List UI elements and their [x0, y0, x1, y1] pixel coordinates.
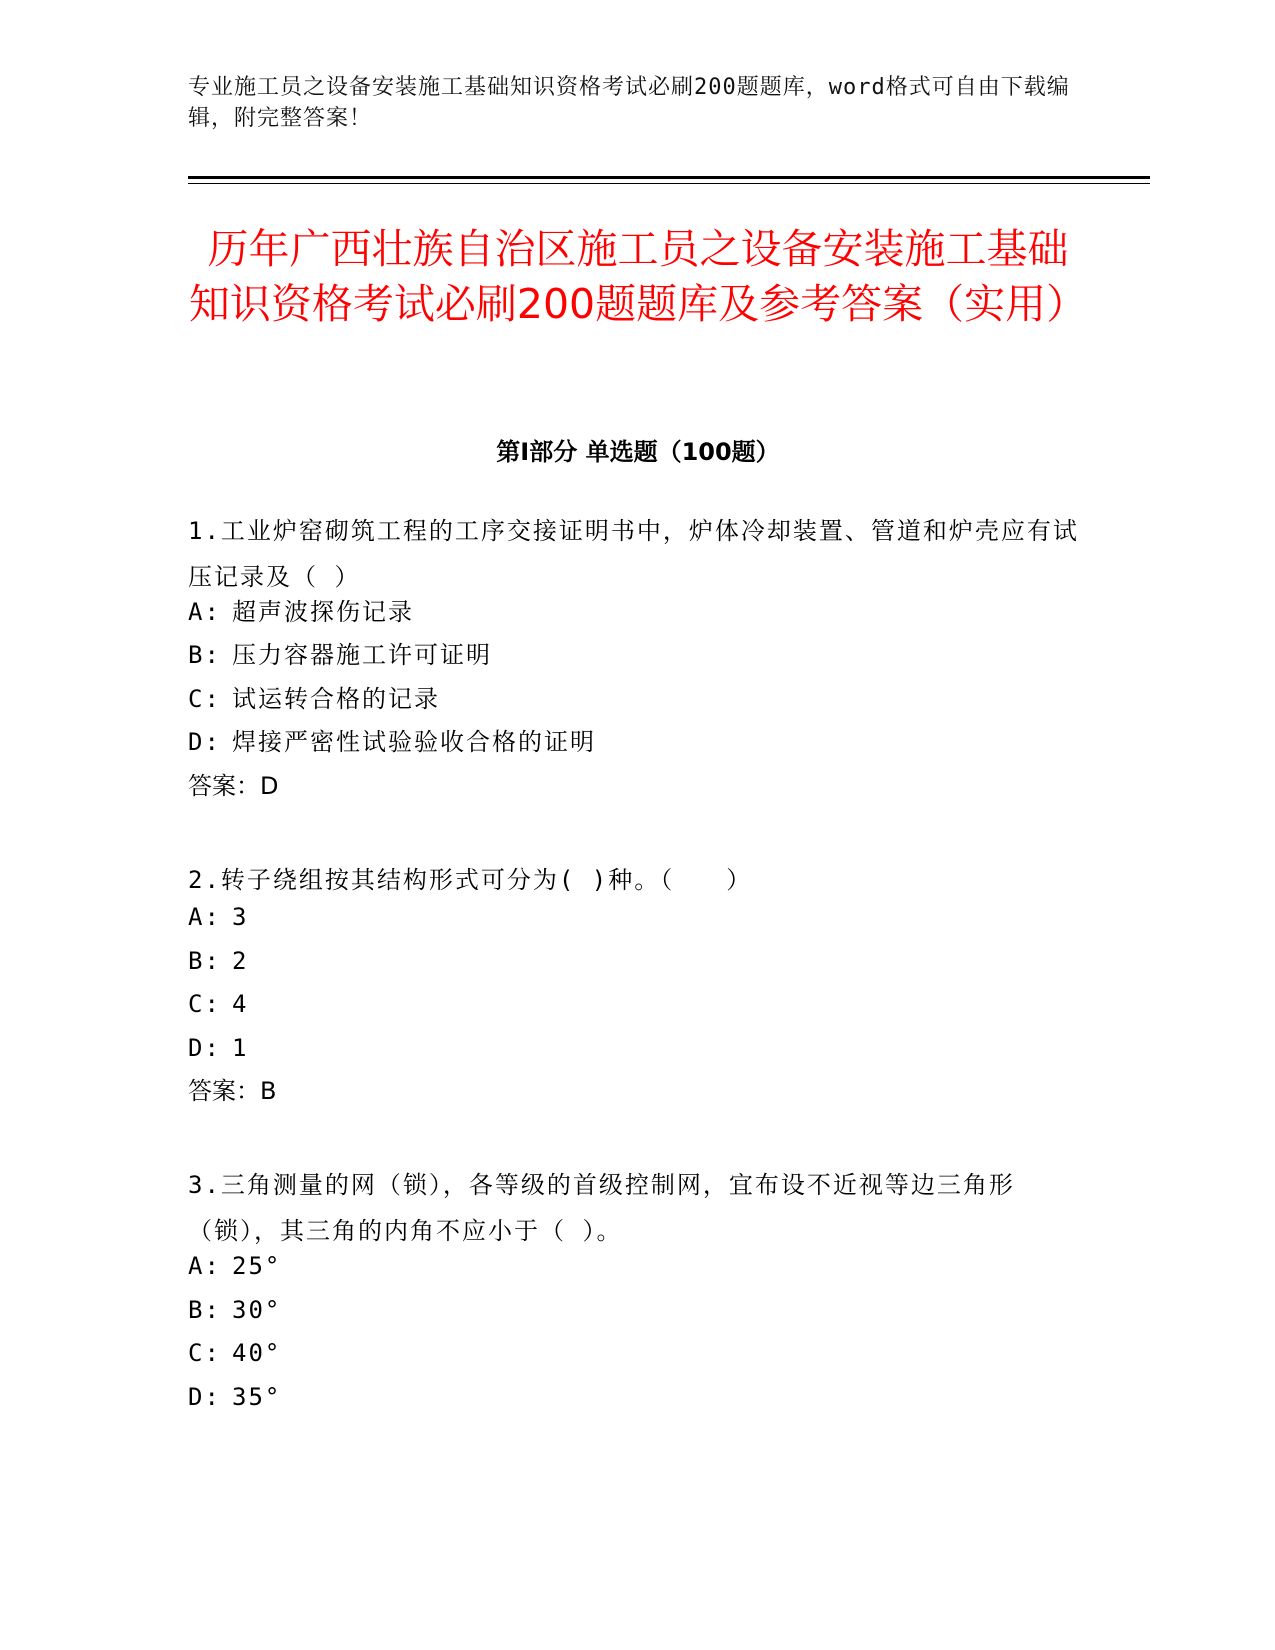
option-letter: A: — [188, 1252, 221, 1280]
option-letter: D: — [188, 1034, 221, 1062]
section-heading: 第Ⅰ部分 单选题（100题） — [496, 438, 780, 466]
option-c — [188, 683, 1088, 715]
option-a — [188, 596, 1088, 628]
option-text: 25° — [232, 1252, 282, 1280]
option-text: 2 — [232, 947, 249, 975]
option-letter: C: — [188, 685, 221, 713]
option-text: 焊接严密性试验验收合格的证明 — [232, 728, 596, 756]
option-letter: C: — [188, 990, 221, 1018]
option-b — [188, 1294, 1088, 1326]
option-letter: B: — [188, 1296, 221, 1324]
option-text: 35° — [232, 1383, 282, 1411]
option-a — [188, 901, 1088, 933]
option-a — [188, 1250, 1088, 1282]
header-note: 专业施工员之设备安装施工基础知识资格考试必刷200题题库，word格式可自由下载编辑，附完整答案！ — [188, 75, 1070, 131]
option-d — [188, 726, 1088, 758]
question-text: 1.工业炉窑砌筑工程的工序交接证明书中，炉体冷却装置、管道和炉壳应有试压记录及（ ） — [188, 517, 1079, 591]
option-b — [188, 639, 1088, 671]
option-b — [188, 945, 1088, 977]
option-letter: A: — [188, 903, 221, 931]
header-rule-thick — [188, 176, 1150, 179]
option-letter: B: — [188, 947, 221, 975]
answer-line: 答案：B — [188, 1077, 277, 1105]
option-d — [188, 1381, 1088, 1413]
option-c — [188, 1337, 1088, 1369]
answer-line: 答案：D — [188, 772, 279, 800]
option-text: 4 — [232, 990, 249, 1018]
option-d — [188, 1032, 1088, 1064]
header-rule-thin — [188, 183, 1150, 184]
option-letter: D: — [188, 1383, 221, 1411]
option-letter: C: — [188, 1339, 221, 1367]
option-text: 40° — [232, 1339, 282, 1367]
option-c — [188, 988, 1088, 1020]
option-letter: A: — [188, 598, 221, 626]
option-text: 30° — [232, 1296, 282, 1324]
option-text: 超声波探伤记录 — [232, 598, 414, 626]
question-text: 3.三角测量的网（锁），各等级的首级控制网，宜布设不近视等边三角形（锁），其三角的内角不应小于（ ）。 — [188, 1171, 1015, 1245]
question-text: 2.转子绕组按其结构形式可分为( )种。（ ） — [188, 866, 753, 894]
option-text: 试运转合格的记录 — [232, 685, 440, 713]
option-text: 压力容器施工许可证明 — [232, 641, 492, 669]
option-text: 1 — [232, 1034, 249, 1062]
document-title: 历年广西壮族自治区施工员之设备安装施工基础知识资格考试必刷200题题库及参考答案（实用） — [188, 225, 1088, 328]
option-text: 3 — [232, 903, 249, 931]
option-letter: D: — [188, 728, 221, 756]
option-letter: B: — [188, 641, 221, 669]
